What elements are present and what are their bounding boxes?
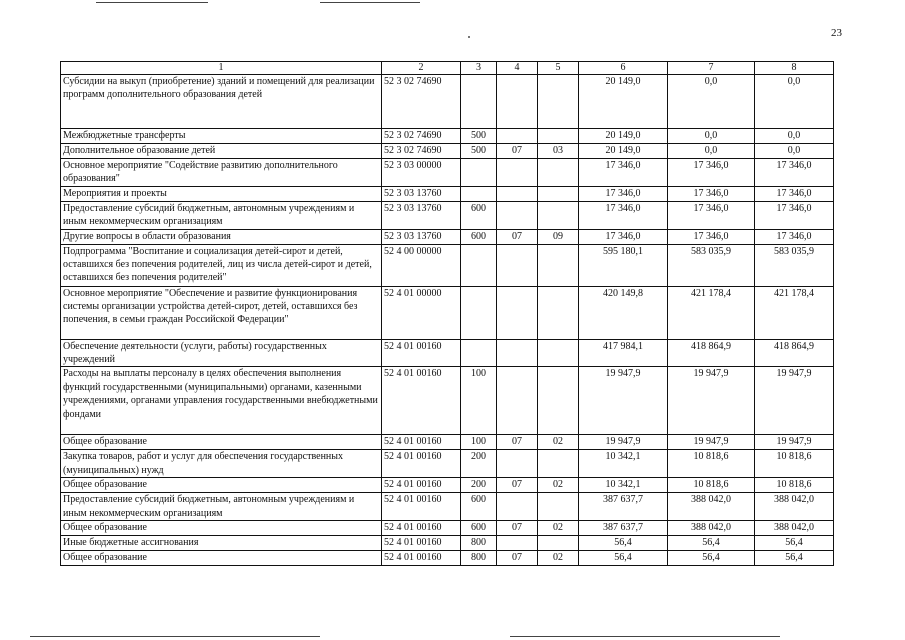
row-name: Общее образование: [61, 435, 382, 450]
section-code: [497, 493, 538, 521]
scan-speck: [468, 36, 470, 38]
row-name: Общее образование: [61, 478, 382, 493]
row-name: Расходы на выплаты персоналу в целях обеспечения выполнения функций государственными (муниципальными) органами, казенными учреждениями, органами управления государственными внебюджетными фондами: [61, 367, 382, 435]
amount-year-3: 17 346,0: [755, 201, 834, 229]
budget-table: [60, 61, 834, 566]
amount-year-2: 17 346,0: [668, 229, 755, 244]
amount-year-1: 20 149,0: [579, 129, 668, 144]
amount-year-1: 19 947,9: [579, 435, 668, 450]
subsection-code: [538, 201, 579, 229]
amount-year-2: 0,0: [668, 144, 755, 159]
subsection-code: 09: [538, 229, 579, 244]
column-header: 4: [497, 62, 538, 75]
section-code: 07: [497, 144, 538, 159]
target-article-code: 52 3 03 13760: [382, 201, 461, 229]
expense-type-code: 500: [461, 129, 497, 144]
subsection-code: 02: [538, 478, 579, 493]
section-code: 07: [497, 478, 538, 493]
table-row: [61, 129, 834, 144]
target-article-code: 52 3 03 13760: [382, 186, 461, 201]
expense-type-code: [461, 339, 497, 367]
amount-year-1: 387 637,7: [579, 493, 668, 521]
amount-year-3: 0,0: [755, 129, 834, 144]
target-article-code: 52 4 01 00160: [382, 435, 461, 450]
amount-year-3: 17 346,0: [755, 229, 834, 244]
amount-year-1: 420 149,8: [579, 286, 668, 339]
table-row: [61, 493, 834, 521]
row-name: Дополнительное образование детей: [61, 144, 382, 159]
expense-type-code: 800: [461, 536, 497, 551]
amount-year-3: 0,0: [755, 75, 834, 129]
table-row: [61, 435, 834, 450]
target-article-code: 52 4 01 00160: [382, 493, 461, 521]
target-article-code: 52 4 00 00000: [382, 244, 461, 286]
row-name: Иные бюджетные ассигнования: [61, 536, 382, 551]
expense-type-code: 600: [461, 229, 497, 244]
expense-type-code: [461, 286, 497, 339]
subsection-code: [538, 367, 579, 435]
table-row: [61, 367, 834, 435]
amount-year-1: 387 637,7: [579, 521, 668, 536]
row-name: Основное мероприятие "Содействие развитию дополнительного образования": [61, 159, 382, 187]
amount-year-1: 19 947,9: [579, 367, 668, 435]
section-code: 07: [497, 551, 538, 566]
amount-year-1: 56,4: [579, 551, 668, 566]
table-row: [61, 521, 834, 536]
amount-year-3: 0,0: [755, 144, 834, 159]
amount-year-2: 418 864,9: [668, 339, 755, 367]
amount-year-1: 17 346,0: [579, 229, 668, 244]
table-row: [61, 159, 834, 187]
row-name: Общее образование: [61, 551, 382, 566]
subsection-code: [538, 75, 579, 129]
subsection-code: [538, 286, 579, 339]
column-header: 3: [461, 62, 497, 75]
target-article-code: 52 4 01 00160: [382, 521, 461, 536]
section-code: 07: [497, 521, 538, 536]
expense-type-code: 200: [461, 478, 497, 493]
expense-type-code: [461, 244, 497, 286]
amount-year-1: 17 346,0: [579, 201, 668, 229]
section-code: [497, 129, 538, 144]
row-name: Подпрограмма "Воспитание и социализация детей-сирот и детей, оставшихся без попечения родителей, лиц из числа детей-сирот и детей, оставшихся без попечения родителей": [61, 244, 382, 286]
target-article-code: 52 3 03 13760: [382, 229, 461, 244]
table-row: [61, 536, 834, 551]
target-article-code: 52 4 01 00160: [382, 367, 461, 435]
row-name: Межбюджетные трансферты: [61, 129, 382, 144]
table-row: [61, 478, 834, 493]
amount-year-1: 17 346,0: [579, 159, 668, 187]
section-code: [497, 186, 538, 201]
section-code: [497, 339, 538, 367]
amount-year-2: 17 346,0: [668, 186, 755, 201]
column-header: 6: [579, 62, 668, 75]
table-row: [61, 286, 834, 339]
subsection-code: 02: [538, 521, 579, 536]
table-row: [61, 339, 834, 367]
expense-type-code: 600: [461, 493, 497, 521]
expense-type-code: 100: [461, 367, 497, 435]
column-header: 5: [538, 62, 579, 75]
target-article-code: 52 3 03 00000: [382, 159, 461, 187]
scan-artifact-top: [320, 2, 420, 3]
amount-year-2: 17 346,0: [668, 159, 755, 187]
target-article-code: 52 4 01 00000: [382, 286, 461, 339]
row-name: Предоставление субсидий бюджетным, автономным учреждениям и иным некоммерческим организациям: [61, 201, 382, 229]
target-article-code: 52 4 01 00160: [382, 478, 461, 493]
target-article-code: 52 4 01 00160: [382, 450, 461, 478]
target-article-code: 52 4 01 00160: [382, 339, 461, 367]
amount-year-3: 17 346,0: [755, 159, 834, 187]
table-row: [61, 186, 834, 201]
amount-year-2: 388 042,0: [668, 493, 755, 521]
amount-year-3: 19 947,9: [755, 435, 834, 450]
expense-type-code: [461, 186, 497, 201]
subsection-code: [538, 450, 579, 478]
row-name: Основное мероприятие "Обеспечение и развитие функционирования системы организации устройства детей-сирот, детей, оставшихся без попечения, в семьи граждан Российской Федерации": [61, 286, 382, 339]
column-header: 2: [382, 62, 461, 75]
amount-year-3: 19 947,9: [755, 367, 834, 435]
row-name: Другие вопросы в области образования: [61, 229, 382, 244]
amount-year-2: 10 818,6: [668, 478, 755, 493]
amount-year-2: 388 042,0: [668, 521, 755, 536]
row-name: Обеспечение деятельности (услуги, работы) государственных учреждений: [61, 339, 382, 367]
subsection-code: [538, 159, 579, 187]
amount-year-2: 19 947,9: [668, 367, 755, 435]
expense-type-code: 600: [461, 521, 497, 536]
amount-year-2: 583 035,9: [668, 244, 755, 286]
target-article-code: 52 3 02 74690: [382, 144, 461, 159]
subsection-code: 02: [538, 551, 579, 566]
amount-year-3: 10 818,6: [755, 478, 834, 493]
subsection-code: [538, 339, 579, 367]
subsection-code: [538, 129, 579, 144]
expense-type-code: 500: [461, 144, 497, 159]
amount-year-1: 595 180,1: [579, 244, 668, 286]
section-code: [497, 450, 538, 478]
column-header: 7: [668, 62, 755, 75]
amount-year-2: 56,4: [668, 551, 755, 566]
section-code: 07: [497, 435, 538, 450]
amount-year-1: 56,4: [579, 536, 668, 551]
subsection-code: [538, 493, 579, 521]
row-name: Предоставление субсидий бюджетным, автономным учреждениям и иным некоммерческим организациям: [61, 493, 382, 521]
row-name: Закупка товаров, работ и услуг для обеспечения государственных (муниципальных) нужд: [61, 450, 382, 478]
row-name: Мероприятия и проекты: [61, 186, 382, 201]
target-article-code: 52 3 02 74690: [382, 129, 461, 144]
subsection-code: [538, 536, 579, 551]
table-row: [61, 244, 834, 286]
section-code: [497, 536, 538, 551]
target-article-code: 52 4 01 00160: [382, 551, 461, 566]
section-code: [497, 244, 538, 286]
amount-year-1: 17 346,0: [579, 186, 668, 201]
target-article-code: 52 4 01 00160: [382, 536, 461, 551]
amount-year-2: 0,0: [668, 75, 755, 129]
subsection-code: 02: [538, 435, 579, 450]
amount-year-2: 17 346,0: [668, 201, 755, 229]
section-code: 07: [497, 229, 538, 244]
scan-artifact-bottom: [510, 636, 780, 637]
expense-type-code: 100: [461, 435, 497, 450]
table-row: [61, 75, 834, 129]
column-header: 8: [755, 62, 834, 75]
table-row: [61, 450, 834, 478]
page-number: 23: [831, 27, 842, 39]
column-header: 1: [61, 62, 382, 75]
section-code: [497, 159, 538, 187]
expense-type-code: 600: [461, 201, 497, 229]
expense-type-code: [461, 159, 497, 187]
section-code: [497, 201, 538, 229]
amount-year-3: 10 818,6: [755, 450, 834, 478]
amount-year-1: 20 149,0: [579, 75, 668, 129]
subsection-code: [538, 244, 579, 286]
section-code: [497, 367, 538, 435]
row-name: Общее образование: [61, 521, 382, 536]
table-header-row: [61, 62, 834, 75]
section-code: [497, 286, 538, 339]
amount-year-1: 20 149,0: [579, 144, 668, 159]
amount-year-2: 0,0: [668, 129, 755, 144]
amount-year-3: 17 346,0: [755, 186, 834, 201]
amount-year-2: 10 818,6: [668, 450, 755, 478]
table-row: [61, 144, 834, 159]
amount-year-1: 10 342,1: [579, 478, 668, 493]
table-row: [61, 551, 834, 566]
amount-year-2: 56,4: [668, 536, 755, 551]
amount-year-3: 418 864,9: [755, 339, 834, 367]
scan-artifact-bottom: [30, 636, 320, 637]
amount-year-2: 421 178,4: [668, 286, 755, 339]
amount-year-2: 19 947,9: [668, 435, 755, 450]
subsection-code: 03: [538, 144, 579, 159]
section-code: [497, 75, 538, 129]
table-row: [61, 229, 834, 244]
expense-type-code: [461, 75, 497, 129]
table-row: [61, 201, 834, 229]
amount-year-3: 56,4: [755, 551, 834, 566]
expense-type-code: 200: [461, 450, 497, 478]
amount-year-3: 421 178,4: [755, 286, 834, 339]
amount-year-3: 56,4: [755, 536, 834, 551]
target-article-code: 52 3 02 74690: [382, 75, 461, 129]
amount-year-1: 417 984,1: [579, 339, 668, 367]
amount-year-3: 388 042,0: [755, 521, 834, 536]
scan-artifact-top: [96, 2, 208, 3]
subsection-code: [538, 186, 579, 201]
amount-year-3: 388 042,0: [755, 493, 834, 521]
row-name: Субсидии на выкуп (приобретение) зданий и помещений для реализации программ дополнительного образования детей: [61, 75, 382, 129]
amount-year-3: 583 035,9: [755, 244, 834, 286]
amount-year-1: 10 342,1: [579, 450, 668, 478]
expense-type-code: 800: [461, 551, 497, 566]
